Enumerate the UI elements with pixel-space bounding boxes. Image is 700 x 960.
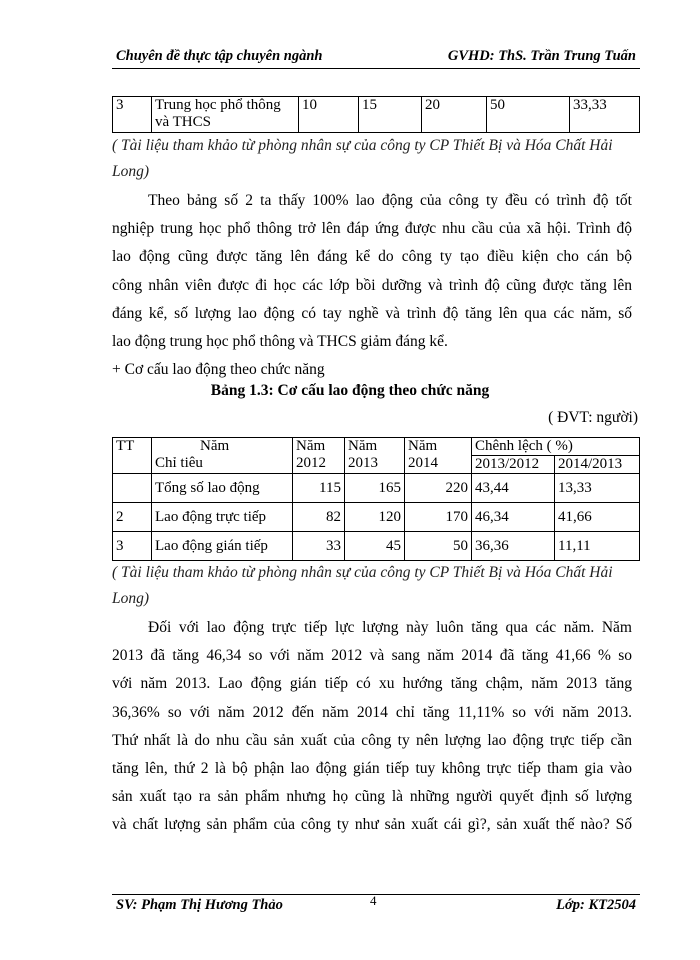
page-header (112, 46, 640, 69)
text-line: với năm 2013. Lao động gián tiếp có xu hướng tăng chậm, năm 2013 tăng (112, 675, 632, 693)
cell-change: 13,33 (555, 474, 640, 503)
header-year-2013: Năm 2013 (345, 438, 405, 474)
bullet-heading: + Cơ cấu lao động theo chức năng (112, 361, 325, 379)
text-line: Thứ nhất là do nhu cầu sản xuất của công ty nên lượng lao động trực tiếp cần (112, 731, 632, 749)
cell-value: 170 (405, 503, 472, 532)
row-value: 10 (299, 97, 359, 133)
header-change-2: 2014/2013 (555, 456, 640, 474)
row-value: 15 (359, 97, 422, 133)
page-number: 4 (370, 893, 377, 908)
cell-change: 11,11 (555, 532, 640, 561)
row-value: 20 (422, 97, 487, 133)
header-tt: TT (113, 438, 152, 474)
table-title: Bảng 1.3: Cơ cấu lao động theo chức năng (210, 382, 490, 399)
text-line: và chất lượng sản phẩm của công ty như sản xuất cái gì?, sản xuất thế nào? Số (112, 816, 632, 834)
cell-change: 36,36 (472, 532, 555, 561)
footer-student-name: SV: Phạm Thị Hương Thảo (116, 897, 283, 913)
cell-value: 165 (345, 474, 405, 503)
header-diagonal-cell (152, 438, 293, 474)
header-course-title: Chuyên đề thực tập chuyên ngành (116, 48, 323, 64)
header-year-label: Năm (200, 438, 230, 454)
header-indicator-label: Chỉ tiêu (155, 455, 203, 471)
header-year-2012: Năm 2012 (293, 438, 345, 474)
source-note-1: ( Tài liệu tham khảo từ phòng nhân sự của công ty CP Thiết Bị và Hóa Chất Hải Long) (112, 137, 613, 180)
cell-value: 220 (405, 474, 472, 503)
text-line: đáng kể, số lượng lao động có tay nghề và trình độ tăng lên qua các năm, số (112, 304, 632, 322)
text-line: tăng lên, thứ 2 là bộ phận lao động gián tiếp tuy không trực tiếp tham gia vào (112, 760, 632, 778)
text-line: Đối với lao động trực tiếp lực lượng này luôn tăng qua các năm. Năm (148, 619, 632, 636)
header-year-2014: Năm 2014 (405, 438, 472, 474)
labor-function-table (112, 437, 640, 561)
text-line: lao động cũng được tăng lên đáng kể do công ty tạo điều kiện cho cán bộ (112, 248, 632, 266)
cell-value: 45 (345, 532, 405, 561)
page-footer (112, 894, 640, 920)
text-line: 36,36% so với năm 2012 đến năm 2014 chỉ tăng 11,11% so với năm 2013. (112, 703, 632, 721)
cell-value: 115 (293, 474, 345, 503)
text-line: công nhân viên được đi học các lớp bồi dưỡng và trình độ cũng được tăng lên (112, 276, 632, 294)
table-row (113, 97, 640, 133)
cell-tt: 2 (113, 503, 152, 532)
cell-tt: 3 (113, 532, 152, 561)
table-row (113, 474, 640, 503)
text-line: Theo bảng số 2 ta thấy 100% lao động của công ty đều có trình độ tốt (148, 192, 632, 209)
table-unit: ( ĐVT: người) (548, 409, 638, 426)
text-line: sản xuất tạo ra sản phẩm nhưng họ cũng là những người quyết định số lượng (112, 788, 632, 806)
text-line: 2013 đã tăng 46,34 so với năm 2012 và sang năm 2014 đã tăng 41,66 % so (112, 647, 632, 665)
footer-class: Lớp: KT2504 (556, 897, 636, 913)
cell-value: 120 (345, 503, 405, 532)
continued-table (112, 96, 640, 133)
cell-value: 33 (293, 532, 345, 561)
table-row (113, 503, 640, 532)
header-supervisor: GVHD: ThS. Trần Trung Tuấn (447, 48, 636, 64)
cell-change: 46,34 (472, 503, 555, 532)
cell-change: 41,66 (555, 503, 640, 532)
paragraph-analysis (112, 614, 632, 840)
table-header-row (113, 438, 640, 456)
table-row (113, 532, 640, 561)
source-note-2: ( Tài liệu tham khảo từ phòng nhân sự của công ty CP Thiết Bị và Hóa Chất Hải Long) (112, 564, 613, 607)
cell-value: 82 (293, 503, 345, 532)
header-change-1: 2013/2012 (472, 456, 555, 474)
cell-label: Lao động trực tiếp (152, 503, 293, 532)
row-tt: 3 (113, 97, 152, 133)
cell-change: 43,44 (472, 474, 555, 503)
row-value: 50 (487, 97, 570, 133)
row-value: 33,33 (570, 97, 640, 133)
cell-label: Tổng số lao động (152, 474, 293, 503)
cell-label: Lao động gián tiếp (152, 532, 293, 561)
header-change: Chênh lệch ( %) (472, 438, 640, 456)
text-line: lao động trung học phổ thông và THCS giảm đáng kể. (112, 333, 448, 351)
cell-value: 50 (405, 532, 472, 561)
row-label: Trung học phổ thông và THCS (152, 97, 299, 133)
paragraph-education (112, 187, 632, 384)
text-line: nghiệp trung học phổ thông trở lên đáp ứng được nhu cầu của xã hội. Trình độ (112, 220, 632, 238)
cell-tt (113, 474, 152, 503)
